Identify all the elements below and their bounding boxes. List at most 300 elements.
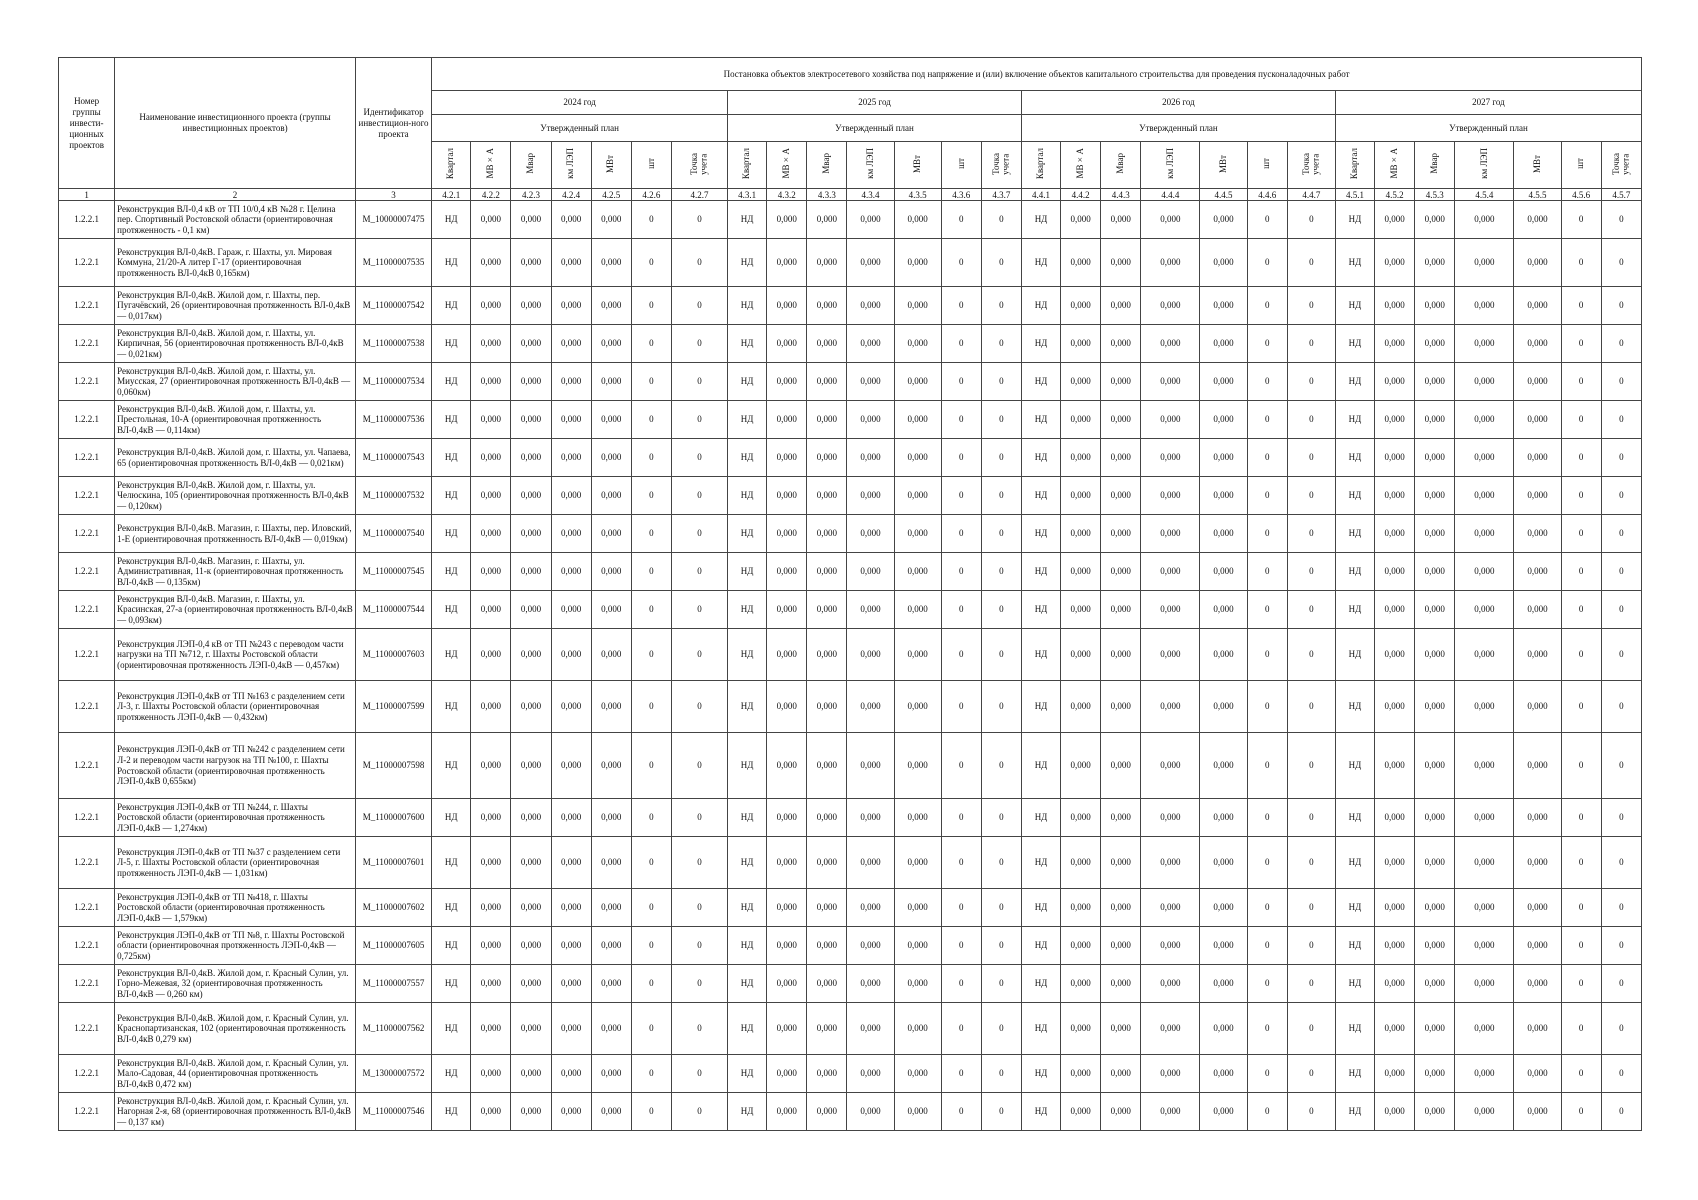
cell-value: 0,000	[1101, 889, 1141, 927]
cell-value: 0,000	[471, 965, 511, 1003]
cell-project-name: Реконструкция ВЛ-0,4кВ. Жилой дом, г. Шахты, ул. Миусская, 27 (ориентировочная протяженность ВЛ-0,4кВ — 0,060км)	[115, 363, 356, 401]
column-number: 4.5.3	[1415, 189, 1455, 201]
cell-value: 0	[941, 965, 981, 1003]
cell-project-id: M_11000007557	[355, 965, 431, 1003]
cell-value: 0	[1247, 401, 1287, 439]
cell-value: НД	[432, 439, 471, 477]
cell-value: 0,000	[1061, 1003, 1101, 1055]
cell-value: НД	[432, 591, 471, 629]
cell-value: 0,000	[1514, 287, 1561, 325]
cell-value: 0	[1247, 799, 1287, 837]
cell-value: 0,000	[894, 837, 941, 889]
cell-value: 0	[671, 1093, 727, 1131]
cell-project-name: Реконструкция ЛЭП-0,4кВ от ТП №242 с разделением сети Л-2 и переводом части нагрузок на ТП №100, г. Шахты Ростовской области (ориентировочная протяженность ЛЭП-0,4кВ 0,655км)	[115, 733, 356, 799]
cell-value: 0	[981, 401, 1021, 439]
cell-value: 0,000	[847, 837, 894, 889]
header-unit-label: Квартал	[1035, 147, 1046, 180]
table-row	[59, 733, 1642, 799]
cell-value: 0,000	[1061, 591, 1101, 629]
header-unit-label: МВ×А	[1388, 148, 1399, 179]
column-number: 4.2.6	[631, 189, 671, 201]
cell-value: НД	[432, 733, 471, 799]
cell-value: НД	[1021, 837, 1060, 889]
cell-value: 0,000	[1061, 401, 1101, 439]
cell-value: 0,000	[1415, 1055, 1455, 1093]
cell-value: 0,000	[471, 1093, 511, 1131]
cell-value: 0,000	[1455, 439, 1514, 477]
cell-value: 0	[981, 363, 1021, 401]
cell-project-name: Реконструкция ЛЭП-0,4кВ от ТП №163 с разделением сети Л-3, г. Шахты Ростовской области (ориентировочная протяженность ЛЭП-0,4кВ — 0,432км)	[115, 681, 356, 733]
cell-value: 0	[1287, 477, 1335, 515]
cell-value: НД	[1021, 681, 1060, 733]
cell-value: 0,000	[1141, 889, 1200, 927]
header-unit-label: шт	[1261, 158, 1272, 169]
cell-value: 0	[631, 363, 671, 401]
header-unit	[981, 142, 1021, 189]
cell-value: 0	[671, 477, 727, 515]
cell-value: 0	[1287, 629, 1335, 681]
cell-value: НД	[728, 287, 767, 325]
column-number: 4.3.4	[847, 189, 894, 201]
table-row	[59, 965, 1642, 1003]
table-row	[59, 1055, 1642, 1093]
cell-value: 0,000	[591, 239, 631, 287]
cell-value: 0,000	[1375, 515, 1415, 553]
cell-value: НД	[432, 965, 471, 1003]
cell-value: 0,000	[1514, 439, 1561, 477]
cell-value: 0	[631, 965, 671, 1003]
cell-value: 0,000	[847, 1093, 894, 1131]
cell-value: 0,000	[1455, 553, 1514, 591]
cell-value: НД	[1335, 553, 1374, 591]
cell-project-id: M_11000007544	[355, 591, 431, 629]
cell-value: 0,000	[807, 363, 847, 401]
cell-value: 0,000	[1141, 1003, 1200, 1055]
cell-value: 0,000	[847, 515, 894, 553]
cell-value: 0	[1287, 325, 1335, 363]
cell-value: НД	[1021, 799, 1060, 837]
cell-value: 0,000	[1514, 515, 1561, 553]
cell-value: 0,000	[1415, 553, 1455, 591]
cell-value: 0,000	[807, 799, 847, 837]
header-year-2026: 2026 год	[1021, 91, 1335, 115]
table-row	[59, 515, 1642, 553]
header-unit	[1061, 142, 1101, 189]
cell-value: НД	[728, 239, 767, 287]
cell-group-number: 1.2.2.1	[59, 965, 115, 1003]
cell-value: 0,000	[1141, 927, 1200, 965]
column-number: 4.4.4	[1141, 189, 1200, 201]
cell-value: 0,000	[1200, 1093, 1247, 1131]
cell-group-number: 1.2.2.1	[59, 1003, 115, 1055]
cell-value: 0,000	[511, 287, 551, 325]
cell-value: НД	[728, 1003, 767, 1055]
cell-value: 0	[1561, 201, 1601, 239]
header-unit-label: Точка учета	[1300, 152, 1321, 175]
header-unit	[671, 142, 727, 189]
cell-project-id: M_11000007540	[355, 515, 431, 553]
cell-value: 0,000	[847, 553, 894, 591]
cell-value: 0,000	[1415, 837, 1455, 889]
cell-value: 0,000	[807, 325, 847, 363]
cell-value: НД	[1335, 965, 1374, 1003]
header-unit-label: Мвар	[1115, 153, 1125, 174]
cell-value: 0	[1287, 1003, 1335, 1055]
cell-value: 0	[1561, 733, 1601, 799]
cell-value: НД	[1335, 1003, 1374, 1055]
column-number: 4.3.2	[767, 189, 807, 201]
table-header	[59, 58, 1642, 201]
cell-value: 0,000	[1415, 401, 1455, 439]
cell-value: 0	[1287, 201, 1335, 239]
header-project-name: Наименование инвестиционного проекта (группы инвестиционных проектов)	[115, 58, 356, 189]
cell-value: 0,000	[591, 629, 631, 681]
cell-project-name: Реконструкция ВЛ-0,4кВ. Гараж, г. Шахты, ул. Мировая Коммуна, 21/20-А литер Г-17 (ориентировочная протяженность ВЛ-0,4кВ 0,165км)	[115, 239, 356, 287]
header-unit	[1200, 142, 1247, 189]
cell-value: 0	[671, 287, 727, 325]
header-unit-label: Точка учета	[688, 152, 709, 175]
cell-value: 0,000	[1415, 889, 1455, 927]
header-unit	[471, 142, 511, 189]
cell-value: 0,000	[767, 1055, 807, 1093]
cell-value: НД	[728, 837, 767, 889]
cell-value: 0	[1287, 363, 1335, 401]
cell-value: 0	[941, 733, 981, 799]
cell-value: 0,000	[551, 591, 591, 629]
header-unit	[941, 142, 981, 189]
cell-value: 0	[981, 1055, 1021, 1093]
cell-value: 0,000	[807, 591, 847, 629]
cell-value: НД	[432, 1055, 471, 1093]
cell-value: 0	[1561, 287, 1601, 325]
cell-value: 0,000	[551, 681, 591, 733]
cell-value: 0,000	[511, 1093, 551, 1131]
cell-project-id: M_11000007545	[355, 553, 431, 591]
cell-value: 0,000	[1455, 325, 1514, 363]
cell-value: 0	[981, 239, 1021, 287]
cell-value: 0,000	[511, 889, 551, 927]
cell-value: 0	[941, 239, 981, 287]
column-number: 4.2.7	[671, 189, 727, 201]
cell-value: 0	[1287, 889, 1335, 927]
cell-value: 0	[1601, 239, 1641, 287]
cell-value: 0	[671, 401, 727, 439]
cell-value: 0,000	[1200, 325, 1247, 363]
cell-value: 0	[1247, 965, 1287, 1003]
cell-value: 0,000	[1200, 515, 1247, 553]
cell-value: НД	[432, 1003, 471, 1055]
cell-value: 0,000	[1514, 733, 1561, 799]
cell-value: 0,000	[847, 965, 894, 1003]
cell-value: НД	[1021, 439, 1060, 477]
cell-value: 0,000	[1415, 965, 1455, 1003]
cell-value: 0,000	[551, 837, 591, 889]
cell-value: 0	[1561, 799, 1601, 837]
header-unit	[847, 142, 894, 189]
cell-value: 0	[671, 733, 727, 799]
cell-value: 0	[1247, 439, 1287, 477]
cell-value: 0,000	[807, 837, 847, 889]
cell-value: 0,000	[471, 401, 511, 439]
cell-value: 0,000	[1200, 591, 1247, 629]
table-row	[59, 439, 1642, 477]
column-number: 4.4.7	[1287, 189, 1335, 201]
cell-group-number: 1.2.2.1	[59, 287, 115, 325]
table-row	[59, 927, 1642, 965]
cell-value: 0,000	[1141, 439, 1200, 477]
cell-value: 0,000	[1200, 287, 1247, 325]
cell-value: 0,000	[591, 681, 631, 733]
column-number: 4.2.3	[511, 189, 551, 201]
cell-project-id: M_11000007598	[355, 733, 431, 799]
cell-value: НД	[1335, 239, 1374, 287]
table-row	[59, 837, 1642, 889]
cell-value: 0	[981, 927, 1021, 965]
cell-value: 0,000	[894, 325, 941, 363]
header-unit	[1561, 142, 1601, 189]
cell-value: 0	[981, 799, 1021, 837]
cell-value: 0	[631, 439, 671, 477]
cell-value: 0,000	[551, 1055, 591, 1093]
investment-projects-table	[58, 57, 1642, 1131]
cell-value: 0,000	[1514, 799, 1561, 837]
header-unit	[1021, 142, 1060, 189]
header-unit-label: Квартал	[445, 147, 456, 180]
cell-group-number: 1.2.2.1	[59, 477, 115, 515]
header-unit	[1335, 142, 1374, 189]
cell-value: 0	[1561, 515, 1601, 553]
table-row	[59, 799, 1642, 837]
cell-project-name: Реконструкция ЛЭП-0,4кВ от ТП №8, г. Шахты Ростовской области (ориентировочная протяженность ЛЭП-0,4кВ — 0,725км)	[115, 927, 356, 965]
cell-value: НД	[1021, 1093, 1060, 1131]
cell-value: НД	[432, 325, 471, 363]
cell-value: 0,000	[1200, 837, 1247, 889]
cell-value: 0	[671, 629, 727, 681]
header-unit-label: шт	[645, 158, 656, 169]
cell-value: 0,000	[767, 325, 807, 363]
cell-value: 0,000	[1141, 553, 1200, 591]
header-year-2024: 2024 год	[432, 91, 728, 115]
cell-value: 0	[1287, 733, 1335, 799]
cell-value: 0	[1601, 515, 1641, 553]
cell-value: 0	[1287, 439, 1335, 477]
cell-value: 0	[1561, 889, 1601, 927]
cell-value: 0,000	[894, 401, 941, 439]
cell-value: 0,000	[511, 401, 551, 439]
header-unit-label: км ЛЭП	[864, 148, 875, 179]
cell-value: 0,000	[471, 287, 511, 325]
header-unit	[1514, 142, 1561, 189]
cell-value: 0,000	[1375, 1055, 1415, 1093]
cell-value: 0	[671, 927, 727, 965]
cell-value: 0,000	[1415, 439, 1455, 477]
header-unit	[1415, 142, 1455, 189]
column-number: 4.3.7	[981, 189, 1021, 201]
column-number: 4.5.2	[1375, 189, 1415, 201]
column-number: 4.2.1	[432, 189, 471, 201]
cell-value: 0	[1561, 477, 1601, 515]
cell-value: НД	[432, 363, 471, 401]
cell-value: 0,000	[591, 401, 631, 439]
cell-project-id: M_11000007562	[355, 1003, 431, 1055]
cell-project-name: Реконструкция ВЛ-0,4кВ. Жилой дом, г. Красный Сулин, ул. Краснопартизанская, 102 (ориентировочная протяженность ВЛ-0,4кВ 0,279 км)	[115, 1003, 356, 1055]
cell-value: 0,000	[1200, 629, 1247, 681]
cell-value: 0,000	[1101, 1003, 1141, 1055]
cell-value: 0,000	[1101, 401, 1141, 439]
cell-value: 0	[631, 591, 671, 629]
cell-value: 0,000	[591, 1003, 631, 1055]
column-number: 4.5.5	[1514, 189, 1561, 201]
cell-project-id: M_11000007543	[355, 439, 431, 477]
cell-value: 0,000	[1101, 591, 1141, 629]
header-unit	[1287, 142, 1335, 189]
cell-value: 0	[671, 965, 727, 1003]
cell-value: НД	[1021, 733, 1060, 799]
cell-value: НД	[432, 401, 471, 439]
cell-value: 0,000	[1375, 477, 1415, 515]
table-row	[59, 325, 1642, 363]
cell-value: 0,000	[591, 1093, 631, 1131]
cell-value: 0,000	[894, 927, 941, 965]
cell-value: 0,000	[767, 1093, 807, 1131]
cell-value: 0,000	[1200, 439, 1247, 477]
cell-value: 0,000	[471, 325, 511, 363]
cell-value: 0	[1247, 325, 1287, 363]
cell-project-name: Реконструкция ВЛ-0,4кВ. Магазин, г. Шахты, ул. Красинская, 27-а (ориентировочная протяженность ВЛ-0,4кВ — 0,093км)	[115, 591, 356, 629]
cell-value: 0	[671, 799, 727, 837]
cell-value: 0,000	[767, 965, 807, 1003]
cell-value: 0,000	[894, 363, 941, 401]
cell-value: 0,000	[894, 287, 941, 325]
cell-project-id: M_11000007603	[355, 629, 431, 681]
cell-value: 0,000	[1200, 965, 1247, 1003]
cell-value: 0	[941, 1055, 981, 1093]
cell-value: 0,000	[1101, 553, 1141, 591]
cell-value: 0,000	[1061, 965, 1101, 1003]
cell-value: 0,000	[1514, 239, 1561, 287]
cell-value: 0,000	[1514, 325, 1561, 363]
cell-value: 0,000	[1375, 201, 1415, 239]
cell-value: 0,000	[767, 287, 807, 325]
cell-value: 0,000	[807, 1093, 847, 1131]
cell-value: 0,000	[1375, 401, 1415, 439]
cell-project-name: Реконструкция ЛЭП-0,4кВ от ТП №244, г. Шахты Ростовской области (ориентировочная протяженность ЛЭП-0,4кВ — 1,274км)	[115, 799, 356, 837]
cell-value: 0,000	[1200, 201, 1247, 239]
cell-value: 0	[1247, 733, 1287, 799]
cell-value: НД	[432, 681, 471, 733]
cell-value: 0,000	[894, 591, 941, 629]
column-number: 4.4.2	[1061, 189, 1101, 201]
cell-value: 0	[631, 287, 671, 325]
cell-value: 0	[941, 837, 981, 889]
header-group-number: Номер группы инвести-ционных проектов	[59, 58, 115, 189]
cell-value: 0,000	[894, 239, 941, 287]
cell-value: 0,000	[1455, 799, 1514, 837]
cell-project-id: M_11000007599	[355, 681, 431, 733]
cell-value: 0,000	[807, 477, 847, 515]
cell-value: 0	[1247, 239, 1287, 287]
cell-value: НД	[1335, 325, 1374, 363]
cell-value: НД	[1335, 1055, 1374, 1093]
cell-group-number: 1.2.2.1	[59, 629, 115, 681]
cell-value: 0,000	[847, 477, 894, 515]
cell-project-id: M_11000007602	[355, 889, 431, 927]
column-number: 4.2.2	[471, 189, 511, 201]
cell-value: 0	[1561, 927, 1601, 965]
cell-value: НД	[432, 889, 471, 927]
cell-value: 0	[631, 681, 671, 733]
cell-value: 0,000	[1141, 1055, 1200, 1093]
cell-value: 0,000	[1101, 1055, 1141, 1093]
cell-value: 0,000	[511, 681, 551, 733]
cell-value: 0	[981, 837, 1021, 889]
cell-value: 0	[941, 629, 981, 681]
cell-value: 0,000	[511, 799, 551, 837]
cell-value: НД	[1335, 591, 1374, 629]
cell-value: 0,000	[471, 1003, 511, 1055]
cell-value: 0,000	[1375, 927, 1415, 965]
cell-value: НД	[1335, 477, 1374, 515]
cell-value: 0,000	[767, 1003, 807, 1055]
cell-value: 0,000	[1141, 401, 1200, 439]
cell-project-name: Реконструкция ВЛ-0,4кВ. Жилой дом, г. Шахты, ул. Кирпичная, 56 (ориентировочная протяженность ВЛ-0,4кВ — 0,021км)	[115, 325, 356, 363]
cell-value: 0,000	[767, 477, 807, 515]
cell-value: НД	[728, 1055, 767, 1093]
cell-value: 0	[631, 515, 671, 553]
cell-project-name: Реконструкция ВЛ-0,4кВ. Жилой дом, г. Шахты, ул. Престольная, 10-А (ориентировочная протяженность ВЛ-0,4кВ — 0,114км)	[115, 401, 356, 439]
cell-value: НД	[728, 477, 767, 515]
cell-value: 0,000	[1061, 837, 1101, 889]
cell-value: НД	[432, 477, 471, 515]
cell-value: 0	[1601, 401, 1641, 439]
cell-value: 0,000	[807, 239, 847, 287]
cell-value: 0,000	[471, 681, 511, 733]
table-row	[59, 889, 1642, 927]
cell-value: 0	[631, 553, 671, 591]
cell-value: 0	[1561, 1093, 1601, 1131]
cell-value: 0,000	[1141, 837, 1200, 889]
cell-value: 0,000	[1061, 287, 1101, 325]
cell-value: 0	[981, 681, 1021, 733]
cell-value: 0	[981, 889, 1021, 927]
cell-project-id: M_11000007535	[355, 239, 431, 287]
cell-value: 0,000	[471, 477, 511, 515]
cell-value: 0,000	[1415, 239, 1455, 287]
cell-value: 0	[1247, 681, 1287, 733]
cell-value: 0,000	[1101, 681, 1141, 733]
cell-value: НД	[728, 629, 767, 681]
cell-value: 0,000	[1101, 201, 1141, 239]
cell-value: 0	[1561, 401, 1601, 439]
cell-value: 0,000	[1514, 629, 1561, 681]
cell-value: 0	[671, 439, 727, 477]
cell-value: 0	[941, 325, 981, 363]
cell-value: 0	[1561, 1003, 1601, 1055]
cell-value: 0	[1601, 325, 1641, 363]
cell-value: 0	[981, 553, 1021, 591]
cell-value: 0,000	[1141, 287, 1200, 325]
cell-value: НД	[728, 965, 767, 1003]
cell-value: 0	[1601, 629, 1641, 681]
cell-project-name: Реконструкция ЛЭП-0,4кВ от ТП №37 с разделением сети Л-5, г. Шахты Ростовской области (ориентировочная протяженность ЛЭП-0,4кВ — 1,031км)	[115, 837, 356, 889]
cell-value: 0,000	[807, 439, 847, 477]
cell-value: 0,000	[1455, 1093, 1514, 1131]
cell-value: 0,000	[551, 325, 591, 363]
cell-value: 0,000	[1455, 889, 1514, 927]
cell-project-name: Реконструкция ВЛ-0,4кВ. Жилой дом, г. Шахты, ул. Челюскина, 105 (ориентировочная протяженность ВЛ-0,4кВ — 0,120км)	[115, 477, 356, 515]
cell-value: 0,000	[767, 591, 807, 629]
cell-value: 0	[631, 401, 671, 439]
